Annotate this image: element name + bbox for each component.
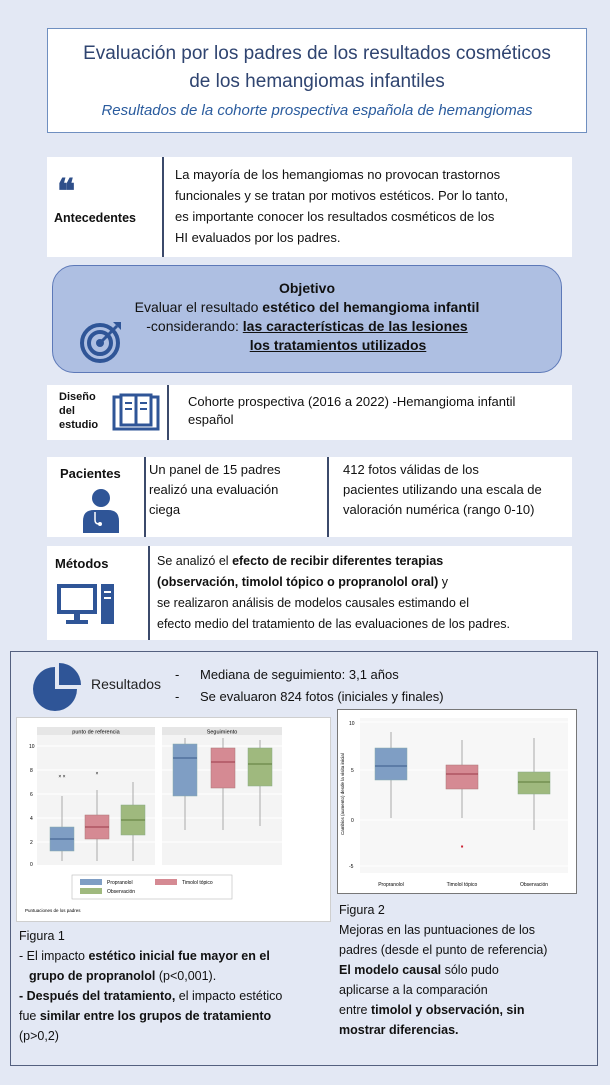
svg-text:8: 8 <box>30 768 33 774</box>
panel-right-title: Seguimiento <box>206 729 238 736</box>
figure-2-text: Figura 2 Mejoras en las puntuaciones de los padres (desde el punto de referencia) El modelo causal sólo pudo aplicarse a la comparación entre timolol y observación, sin mostrar diferencias. <box>339 900 597 1040</box>
patient-icon <box>81 487 121 533</box>
diseno-label: Diseño del estudio <box>59 391 99 431</box>
figure-1-caption: Figura 1 <box>19 929 65 943</box>
svg-text:2: 2 <box>30 840 33 846</box>
figure-2-svg <box>338 710 575 892</box>
svg-text:5: 5 <box>351 768 354 774</box>
xlabel-observacion: Observación <box>519 882 549 888</box>
antecedentes-text: La mayoría de los hemangiomas no provocan trastornos funcionales y se tratan por motivos estéticos. Por lo tanto, es importante conocer los resultados cosméticos de los HI evaluados por los padres. <box>175 167 509 245</box>
objetivo-line-3: los tratamientos utilizados <box>249 337 427 353</box>
svg-text:▪: ▪ <box>460 842 464 851</box>
xlabel-timolol: Timolol tópico <box>446 882 478 888</box>
legend-timolol: Timolol tópico <box>182 880 213 886</box>
objetivo-line-2: -considerando: las características de las lesiones <box>146 318 468 334</box>
metodos-text: Se analizó el efecto de recibir diferentes terapias (observación, timolol tópico o propranolol oral) y se realizaron análisis de modelos causales estimando el efecto medio del tratamiento de las evaluaciones de los padres. <box>157 554 510 631</box>
antecedentes-section <box>47 157 572 257</box>
svg-text:4: 4 <box>30 816 33 822</box>
resultados-label: Resultados <box>91 676 162 692</box>
target-icon <box>79 318 125 364</box>
computer-icon <box>57 582 117 628</box>
svg-text:10: 10 <box>349 721 355 727</box>
svg-text:0: 0 <box>30 862 33 868</box>
svg-text:×: × <box>95 771 99 777</box>
legend-propranolol: Propranolol <box>107 880 133 886</box>
panel-left-title: punto de referencia <box>72 729 120 736</box>
objetivo-heading: Objetivo <box>278 280 335 296</box>
svg-text:× ×: × × <box>58 774 66 780</box>
figure-1-text: Figura 1 - El impacto estético inicial fue mayor en el grupo de propranolol (p<0,001). - Después del tratamiento, el impacto estético fue similar entre los grupos de tratamiento (p>0,2) <box>19 926 339 1046</box>
xlabel-propranolol: Propranolol <box>378 882 404 888</box>
book-icon <box>112 393 160 433</box>
pacientes-section <box>47 457 572 537</box>
resultados-bullets: - Mediana de seguimiento: 3,1 años - Se evaluaron 824 fotos (iniciales y finales) <box>175 667 444 704</box>
metodos-section <box>47 546 572 640</box>
svg-text:10: 10 <box>29 744 35 750</box>
diseno-section <box>47 385 572 440</box>
objetivo-box <box>52 265 562 373</box>
pacientes-col-1: Un panel de 15 padres realizó una evaluación ciega <box>149 462 281 517</box>
metodos-label: Métodos <box>55 556 109 571</box>
title-line-1: Evaluación por los padres de los resultados cosméticos <box>83 43 551 64</box>
title-box <box>47 28 587 133</box>
figure-1-svg <box>17 718 330 921</box>
svg-text:6: 6 <box>30 792 33 798</box>
legend-observacion: Observación <box>107 889 136 895</box>
svg-text:0: 0 <box>351 818 354 824</box>
quote-icon: ❝ <box>57 172 76 212</box>
figure-2-ylabel: Cambios (aumento) desde la visita inicial <box>340 753 345 835</box>
figure-1-chart <box>16 717 331 922</box>
figure-2-caption: Figura 2 <box>339 903 385 917</box>
figure-1-footer: Puntuaciones de los padres <box>25 908 81 913</box>
resultados-section <box>10 651 598 1066</box>
figure-2-chart <box>337 709 577 894</box>
pie-chart-icon <box>33 663 81 711</box>
pacientes-col-2: 412 fotos válidas de los pacientes utilizando una escala de valoración numérica (rango 0-10) <box>343 462 542 517</box>
title-line-2: de los hemangiomas infantiles <box>189 71 445 92</box>
objetivo-line-1: Evaluar el resultado estético del hemangioma infantil <box>134 299 480 315</box>
subtitle: Resultados de la cohorte prospectiva española de hemangiomas <box>101 102 533 119</box>
pacientes-label: Pacientes <box>60 466 121 481</box>
diseno-text: Cohorte prospectiva (2016 a 2022) -Hemangioma infantil español <box>188 394 516 427</box>
antecedentes-label: Antecedentes <box>54 211 136 225</box>
svg-text:-5: -5 <box>349 864 354 870</box>
